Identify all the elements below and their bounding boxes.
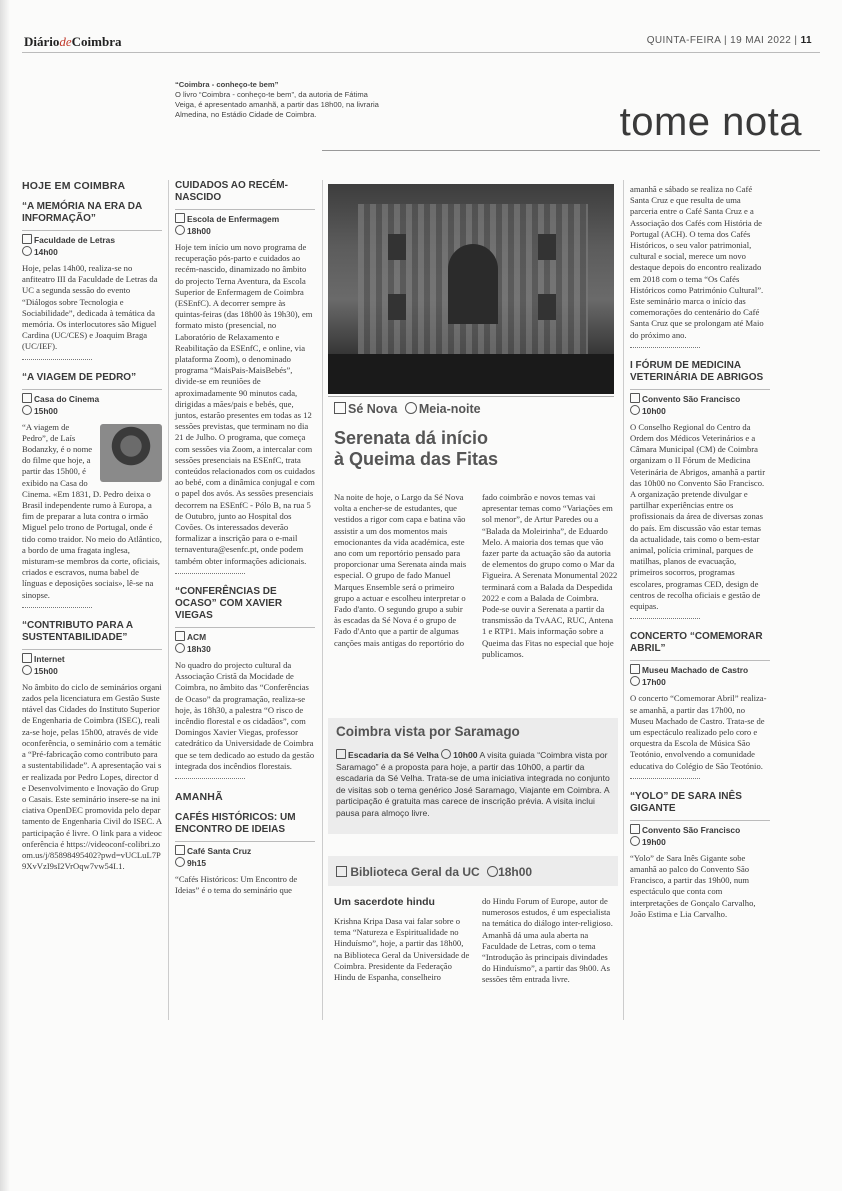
feature-rule [328,396,614,397]
monitor-icon [22,653,32,663]
scan-edge [0,0,10,1191]
place-icon [630,824,640,834]
event-place: Faculdade de Letras [34,235,115,245]
event-recem-nascido [175,180,315,574]
section-hoje: HOJE EM COIMBRA [22,180,126,192]
feature-time: Meia-noite [418,402,481,416]
biblioteca-title: Um sacerdote hindu [334,896,435,908]
clock-icon [630,405,640,415]
event-time: 17h00 [642,677,666,688]
dotted-divider [22,607,92,608]
column-rule [623,180,624,1020]
event-meta [22,389,162,417]
cafes-continuation: amanhã e sábado se realiza no Café Santa Cruz e que resulta de uma parceria entre o Café Santa Cruz e a Associação dos Cafés com História de Portugal (ACH). O tema dos Cafés Históricos, o seu valor patrimonial, cultural e social, merece um novo destaque depois do encontro realizado em 2018 com o tema “Os Cafés Históricos como Património Cultural”. Este seminário marca o início das comemorações do centenário do Café Santa Cruz que se prolongam até Maio do próximo ano. [630,184,764,340]
clock-icon [487,866,498,877]
clock-icon [175,857,185,867]
clock-icon [175,643,185,653]
event-time: 19h00 [642,836,666,847]
feature-meta [334,402,481,416]
section-rule [322,150,820,151]
event-body: O Conselho Regional do Centro da Ordem dos Médicos Veterinários e a Câmara Municipal (CM) de Coimbra organizam o II Fórum de Medicina Veterinária de Abrigos, amanhã a partir das 10h00 no Convento São Francisco. A organização pretende divulgar e partilhar experiências entre os profissionais da área de diversas zonas do país. Em discussão vão estar temas da actualidade, tais como o bem-estar animal, polícia criminal, parques de matilhas, planos de evacuação, primeiros socorros, programas escolares, programas CED, design de centros de recolha oficiais e gestão de equipas. [630,421,766,612]
biblioteca-col2 [482,896,618,986]
dotted-divider [630,347,700,348]
event-meta [22,230,162,258]
event-body: Hoje, pelas 14h00, realiza-se no anfiteatro III da Faculdade de Letras da UC a segunda sessão do evento “Diálogos sobre Tecnologia e Sociabilidade”, dedicada à temática da memória. Os interlocutores são Miguel Cardina (UC/CES) e Joaquim Braga (UC/IEF). [22,263,158,352]
dotted-divider [175,573,245,574]
teaser-title: “Coimbra - conheço-te bem” [175,80,279,89]
serenata-photo [328,184,614,394]
dotted-divider [175,778,245,779]
event-time: 9h15 [187,857,207,868]
section-title: tome nota [619,100,802,144]
column-two [175,180,315,896]
clock-icon [22,405,32,415]
place-icon [175,631,185,641]
event-memoria [22,201,162,360]
event-body: O concerto “Comemorar Abril” realiza-se amanhã, a partir das 17h00, no Museu Machado de Castro. Trata-se de um espectáculo realizado pelo coro e orquestra da Escola de Música São Teotónio, envolvendo a comunidade educativa do Colégio de São Teotónio. [630,693,767,771]
event-place: Museu Machado de Castro [642,665,749,676]
event-time: 18h00 [187,226,211,236]
event-title: “A MEMÓRIA NA ERA DA INFORMAÇÃO” [22,201,142,224]
masthead-part-b: de [59,34,72,49]
feature-headline: Serenata dá início à Queima das Fitas [334,428,499,469]
event-time: 10h00 [642,405,666,416]
biblioteca-body-2: do Hindu Forum of Europe, autor de numerosos estudos, é um especialista na temática do diálogo inter-religioso. Amanhã dá uma aula aberta na Faculdade de Letras, com o tema “Introdução às principais divindades do Hinduísmo”, a partir das 9h00. As sessões têm entrada livre. [482,896,613,985]
event-body: “Yolo” de Sara Inês Gigante sobe amanhã ao palco do Convento São Francisco, a partir das 19h00, num espectáculo que conta com interpretações de Gonçalo Carvalho, João Estima e Lia Carvalho. [630,852,756,919]
event-title: “CONTRIBUTO PARA A SUSTENTABILIDADE” [22,619,133,643]
saramago-body: A visita guiada “Coimbra vista por Saramago” é a proposta para hoje, a partir das 10h00, a partir da escadaria da Sé Velha. Trata-se de uma iniciativa integrada no conjunto de visitas sob o tema genérico José Saramago, Viajante em Coimbra. A participação é gratuita mas carece de inscrição prévia. A visita inclui pausa para almoço livre. [336,750,610,818]
event-body: “Cafés Históricos: Um Encontro de Ideias” é o tema do seminário que [175,873,298,896]
event-meta [630,820,770,848]
event-body: “A viagem de Pedro”, de Laís Bodanzky, é o nome do filme que hoje, a partir das 15h00, é exibido na Casa do Cinema. «Em 1831, D. Pedro deixa o Brasil independente rumo à Europa, a fim de preparar a luta contra o irmão Miguel pelo trono de Portugal, onde é tido como traidor. No meio do Atlântico, a bordo de uma fragata inglesa, misturam-se membros da corte, oficiais, criados e escravos, numa babel de línguas e deposições sociais», lê-se na sinopse. [22,421,162,600]
portrait-photo [100,424,162,482]
event-time: 15h00 [34,665,58,676]
event-meta [630,389,770,417]
clock-icon [175,225,185,235]
masthead-part-a: Diário [24,34,60,49]
event-title: “YOLO” DE SARA INÊS GIGANTE [630,790,742,814]
date-text: QUINTA-FEIRA | 19 MAI 2022 | [646,35,798,46]
event-time: 14h00 [34,247,58,257]
place-icon [630,664,640,674]
event-place: Café Santa Cruz [187,845,252,856]
masthead [24,34,122,50]
event-comemorar-abril [630,631,770,778]
event-meta [630,660,770,688]
feature-body-col1: Na noite de hoje, o Largo da Sé Nova volta a encher-se de estudantes, que vestidos a rigor com capa e batina vão assistir a um dos momentos mais emocionantes da vida académica, este ano com um reportório pensado para proporcionar uma Serenata ainda mais especial. O grupo de fado Manuel Marques Ensemble será o primeiro grupo a actuar e escolheu interpretar o Fado d'anto. O segundo grupo a subir às escadas da Sé Nova é o grupo de Fado d'Anto que a partir de algumas canções mais antigas do reportório do [334,492,467,648]
feature-place: Sé Nova [348,402,398,416]
biblioteca-place: Biblioteca Geral da UC [350,865,480,879]
event-title: CONCERTO “COMEMORAR ABRIL” [630,631,763,655]
event-viagem [22,372,162,608]
clock-icon [630,836,640,846]
place-icon [175,845,185,855]
event-body: Hoje tem início um novo programa de recuperação pós-parto e cuidados ao recém-nascido, dinamizado no âmbito do projecto Terna Aventura, da Escola Superior de Enfermagem de Coimbra (ESEnfC). A decorrer sempre às quintas-feiras (das 18h00 às 19h30), em formato misto (presencial, no Laboratório de Relaxamento e Reabilitação da ESEnfC, e online, via plataforma Zoom), o denominado programa “MaisPais-MaisBebés”, divide-se em reuniões de aproximadamente 90 minutos cada, dirigidas a mães/pais e bebés, que, juntos, estarão presentes em todas as 12 sessões previstas, que terminam no dia 21 de Julho. O programa, que começa com sessões via Zoom, a intercalar com sessões presenciais na ESEnfC, trata conteúdos relacionados com os cuidados ao bebé, com a dinâmica conjugal e com o papel dos avós. As sessões presenciais decorrem na ESEnfC - Pólo B, na rua 5 de Outubro, junto ao Hospital dos Covões. Os interessados deverão formalizar a inscrição para o e-mail ternaventura@esenfc.pt, onde podem também obter informações adicionais. [175,242,315,566]
event-body: No quadro do projecto cultural da Associação Cristã da Mocidade de Coimbra, no âmbito das “Conferências de Ocaso” da programação, realiza-se hoje, às 18h30, a palestra “O risco de incêndio florestal e os cidadãos”, com Domingos Xavier Viegas, professor catedrático da Universidade de Coimbra que se tem dedicado ao estudo da gestão integrada dos incêndios florestais. [175,659,315,771]
event-time: 15h00 [34,405,58,416]
event-title: CAFÉS HISTÓRICOS: UM ENCONTRO DE IDEIAS [175,811,296,835]
event-forum-veterinaria [630,360,770,619]
clock-icon [630,676,640,686]
event-title: I FÓRUM DE MEDICINA VETERINÁRIA DE ABRIGOS [630,359,764,383]
biblioteca-time: 18h00 [498,865,533,879]
event-conferencias [175,586,315,779]
dateline [647,35,812,46]
column-hoje [22,180,162,872]
event-place: Internet [34,653,65,664]
event-body: No âmbito do ciclo de seminários organizados pela licenciatura em Gestão Sustentável das Cidades do Instituto Superior de Engenharia de Coimbra (ISEC), realiza-se hoje, pelas 15h00, através de videoconferência, o seminário com a temática “Pré-fabricação como contributo para a sustentabilidade”. A apresentação vai ser realizada por Pedro Lopes, director de Desenvolvimento e Inovação do Grupo Casais. Este seminário insere-se na iniciativa OpenDEC promovida pelo departamento de Engenharia Civil do ISEC. A participação é livre. O link para a videoconferência é https://videoconf-colibri.zoom.us/j/85898495402?pwd=vUCLuL7P9XvVzI9sI2VrOqw7vw54I.1. [22,681,162,872]
page-number: 11 [800,35,812,46]
clock-icon [441,749,451,759]
event-time: 18h30 [187,643,211,654]
event-cafes [175,812,315,896]
event-place: Casa do Cinema [34,393,100,404]
dotted-divider [22,359,92,360]
masthead-part-c: Coimbra [71,34,122,49]
teaser-body: O livro “Coimbra - conheço-te bem”, da autoria de Fátima Veiga, é apresentado amanhã, a partir das 18h00, na livraria Almedina, no Estádio Cidade de Coimbra. [175,90,379,119]
event-place: Convento São Francisco [642,393,741,404]
event-meta [22,649,162,677]
event-yolo [630,791,770,920]
place-icon [22,393,32,403]
dotted-divider [630,618,700,619]
section-amanha: AMANHÃ [175,790,223,803]
biblioteca-body-1: Krishna Kripa Dasa vai falar sobre o tema “Natureza e Espiritualidade no Hinduísmo”, hoje, a partir das 18h00, na Biblioteca Geral da Universidade de Coimbra. Presidente da Federação Hindu de Espanha, conselheiro [334,916,470,983]
column-rule [322,180,323,1020]
place-icon [175,213,185,223]
event-place: Escola de Enfermagem [187,214,280,224]
event-sustentabilidade [22,620,162,872]
clock-icon [22,246,32,256]
dotted-divider [630,778,700,779]
place-icon [336,749,346,759]
header-rule [22,52,820,53]
event-meta [175,209,315,237]
saramago-place: Escadaria da Sé Velha [348,750,439,760]
event-place: ACM [187,631,207,642]
event-meta [175,841,315,869]
event-meta [175,627,315,655]
place-icon [334,402,346,414]
clock-icon [405,402,417,414]
event-place: Convento São Francisco [642,824,741,835]
column-rule [168,180,169,1020]
clock-icon [22,665,32,675]
event-title: CUIDADOS AO RECÉM-NASCIDO [175,180,288,203]
place-icon [22,234,32,244]
place-icon [336,866,347,877]
biblioteca-header [328,856,618,886]
book-teaser [175,80,385,120]
feature-body-col2: fado coimbrão e novos temas vai apresentar temas como “Variações em sol menor”, de Artur Paredes ou a “Balada da Moleirinha”, de Eduardo Melo. A maioria dos temas que vão fazer parte da actuação são da autoria de elementos do grupo como o Mar da Figueira. A Serenata Monumental 2022 terminará com a Balada da Despedida 2022 e com a Balada de Coimbra. Pode-se ouvir a Serenata a partir da transmissão da TvAAC, RUC, Antena 1 e RTP1. Mais informação sobre a Queima das Fitas no especial que hoje publicamos. [482,492,618,659]
saramago-time: 10h00 [453,750,478,760]
event-title: “A VIAGEM DE PEDRO” [22,371,137,383]
saramago-box [328,718,618,834]
column-right [630,184,770,920]
saramago-title: Coimbra vista por Saramago [336,724,520,739]
biblioteca-col1 [334,896,470,983]
event-title: “CONFERÊNCIAS DE OCASO” COM XAVIER VIEGAS [175,585,283,621]
place-icon [630,393,640,403]
